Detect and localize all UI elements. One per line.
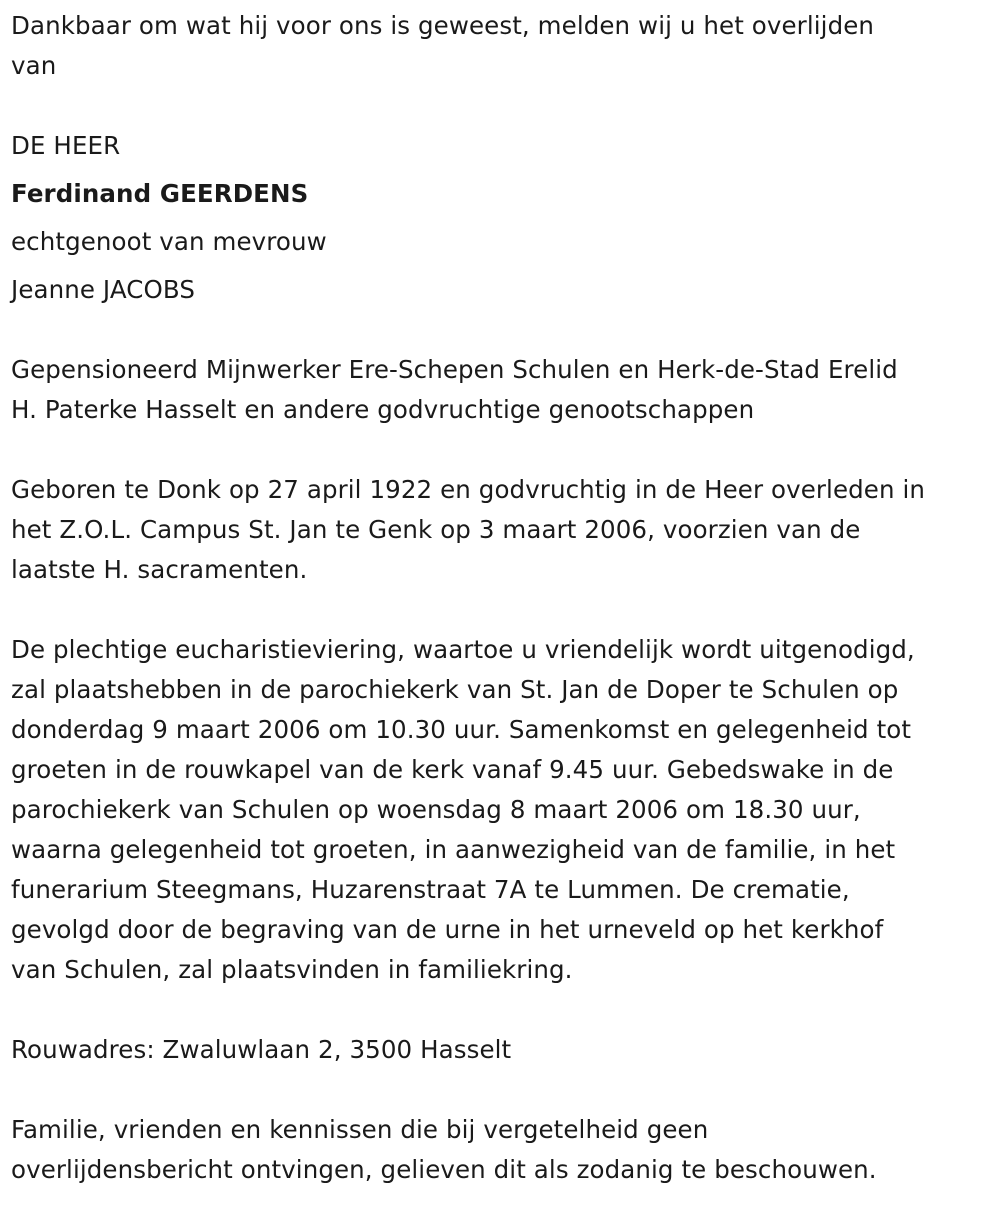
closing-paragraph — [11, 1110, 991, 1190]
ceremony-line: parochiekerk van Schulen op woensdag 8 maart 2006 om 18.30 uur, — [11, 795, 861, 824]
ceremony-line: De plechtige eucharistieviering, waartoe u vriendelijk wordt uitgenodigd, — [11, 635, 915, 664]
birth-death-line: laatste H. sacramenten. — [11, 555, 308, 584]
occupation-paragraph — [11, 350, 991, 430]
birth-death-line: Geboren te Donk op 27 april 1922 en godvruchtig in de Heer overleden in — [11, 475, 926, 504]
ceremony-line: van Schulen, zal plaatsvinden in familiekring. — [11, 955, 573, 984]
name-line — [11, 174, 991, 214]
mourning-address: Rouwadres: Zwaluwlaan 2, 3500 Hasselt — [11, 1035, 512, 1064]
closing-line: overlijdensbericht ontvingen, gelieven dit als zodanig te beschouwen. — [11, 1155, 877, 1184]
honorific: DE HEER — [11, 131, 121, 160]
spouse-label: echtgenoot van mevrouw — [11, 227, 327, 256]
title-line — [11, 126, 991, 166]
birth-death-line: het Z.O.L. Campus St. Jan te Genk op 3 maart 2006, voorzien van de — [11, 515, 861, 544]
spouse-name-line — [11, 270, 991, 310]
ceremony-line: groeten in de rouwkapel van de kerk vanaf 9.45 uur. Gebedswake in de — [11, 755, 894, 784]
ceremony-line: gevolgd door de begraving van de urne in het urneveld op het kerkhof — [11, 915, 884, 944]
ceremony-paragraph — [11, 630, 991, 990]
ceremony-line: donderdag 9 maart 2006 om 10.30 uur. Samenkomst en gelegenheid tot — [11, 715, 912, 744]
birth-death-paragraph — [11, 470, 991, 590]
ceremony-line: funerarium Steegmans, Huzarenstraat 7A te Lummen. De crematie, — [11, 875, 850, 904]
intro-line: van — [11, 51, 57, 80]
occupation-line: Gepensioneerd Mijnwerker Ere-Schepen Schulen en Herk-de-Stad Erelid — [11, 355, 898, 384]
spouse-name: Jeanne JACOBS — [11, 275, 195, 304]
ceremony-line: zal plaatshebben in de parochiekerk van St. Jan de Doper te Schulen op — [11, 675, 899, 704]
closing-line: Familie, vrienden en kennissen die bij vergetelheid geen — [11, 1115, 709, 1144]
occupation-line: H. Paterke Hasselt en andere godvruchtige genootschappen — [11, 395, 755, 424]
deceased-name: Ferdinand GEERDENS — [11, 179, 309, 208]
ceremony-line: waarna gelegenheid tot groeten, in aanwezigheid van de familie, in het — [11, 835, 896, 864]
spouse-label-line — [11, 222, 991, 262]
address-line — [11, 1030, 991, 1070]
intro-paragraph — [11, 6, 991, 86]
intro-line: Dankbaar om wat hij voor ons is geweest, melden wij u het overlijden — [11, 11, 875, 40]
